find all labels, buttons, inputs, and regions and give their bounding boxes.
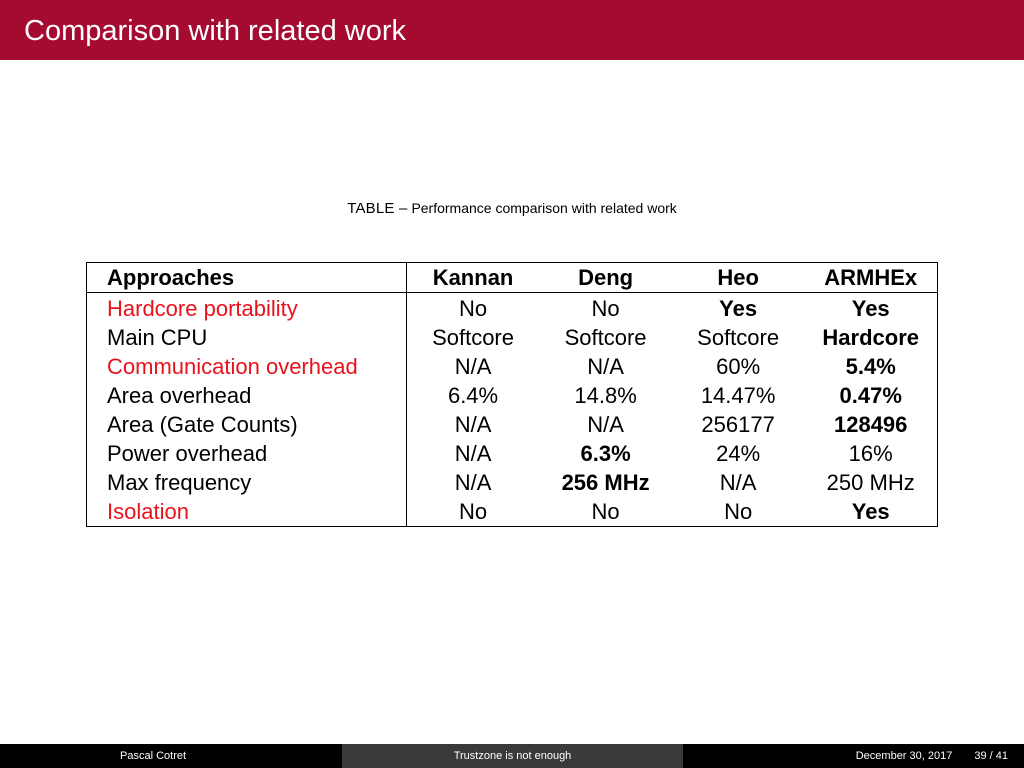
header-deng: Deng	[539, 263, 672, 293]
table-cell: No	[724, 499, 753, 524]
footer-title: Trustzone is not enough	[342, 744, 683, 768]
table-cell: N/A	[454, 412, 492, 437]
row-label: Main CPU	[87, 323, 407, 352]
table-cell: 14.8%	[574, 383, 637, 408]
row-label: Power overhead	[87, 439, 407, 468]
table-cell: Yes	[851, 296, 890, 321]
table-cell: N/A	[587, 412, 624, 437]
footer-right	[683, 744, 1024, 768]
table-cell: 250 MHz	[826, 470, 915, 495]
comparison-table	[86, 262, 938, 527]
table-cell: 16%	[848, 441, 893, 466]
table-cell: No	[591, 499, 620, 524]
table-cell: N/A	[454, 441, 492, 466]
row-label: Max frequency	[87, 468, 407, 497]
table-cell: 6.4%	[447, 383, 499, 408]
table-row	[87, 439, 938, 468]
table-header-row	[87, 263, 938, 293]
table-row	[87, 352, 938, 381]
table-cell: 14.47%	[700, 383, 776, 408]
table-cell: 5.4%	[845, 354, 896, 379]
table-row	[87, 381, 938, 410]
header-kannan: Kannan	[406, 263, 539, 293]
table-cell: 24%	[716, 441, 761, 466]
table-row	[87, 410, 938, 439]
table-cell: 256 MHz	[561, 470, 650, 495]
header-heo: Heo	[672, 263, 805, 293]
table-cell: N/A	[587, 354, 624, 379]
table-cell: N/A	[454, 470, 492, 495]
caption-text: Performance comparison with related work	[411, 200, 677, 216]
table-cell: Hardcore	[822, 325, 919, 350]
table-cell: 60%	[716, 354, 761, 379]
table-cell: N/A	[719, 470, 757, 495]
table-cell: Yes	[719, 296, 758, 321]
table-cell: Softcore	[564, 325, 647, 350]
table-row	[87, 468, 938, 497]
table-caption	[0, 198, 1024, 219]
row-label: Communication overhead	[87, 352, 407, 381]
table-row	[87, 293, 938, 324]
row-label: Hardcore portability	[87, 293, 407, 324]
table-cell: Yes	[851, 499, 890, 524]
table-cell: No	[591, 296, 620, 321]
footer-page-number: 39 / 41	[974, 750, 1008, 762]
title-bar	[0, 0, 1024, 60]
table-row	[87, 323, 938, 352]
footer-bar	[0, 744, 1024, 768]
slide-title: Comparison with related work	[24, 15, 406, 47]
table-row	[87, 497, 938, 527]
table-cell: 128496	[833, 412, 908, 437]
table-cell: 6.3%	[580, 441, 631, 466]
caption-label: TABLE –	[347, 200, 408, 217]
table-cell: N/A	[454, 354, 492, 379]
table-cell: No	[458, 499, 488, 524]
table-cell: Softcore	[432, 325, 514, 350]
table-cell: 0.47%	[839, 383, 902, 408]
row-label: Area overhead	[87, 381, 407, 410]
header-approaches: Approaches	[87, 263, 407, 293]
table-cell: 256177	[701, 412, 775, 437]
row-label: Area (Gate Counts)	[87, 410, 407, 439]
header-armhex: ARMHEx	[804, 263, 937, 293]
footer-date: December 30, 2017	[855, 750, 953, 762]
row-label: Isolation	[87, 497, 407, 527]
table-cell: Softcore	[697, 325, 780, 350]
table-cell: No	[458, 296, 488, 321]
footer-author: Pascal Cotret	[0, 744, 342, 768]
